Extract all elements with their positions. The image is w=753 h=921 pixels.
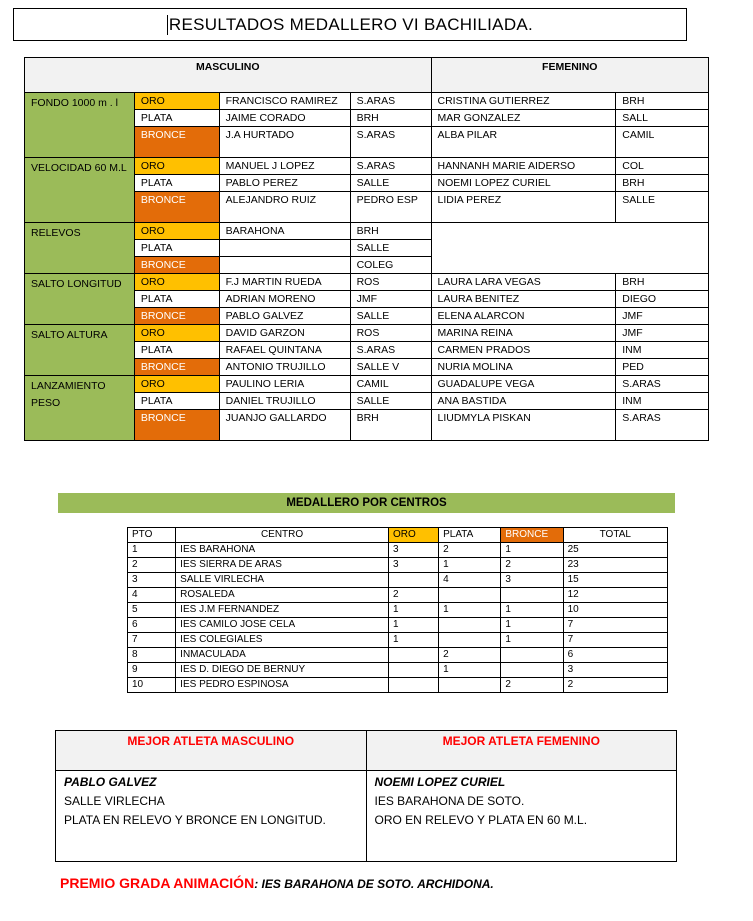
medallero-cell	[439, 588, 501, 603]
best-female-detail: ORO EN RELEVO Y PLATA EN 60 M.L.	[374, 813, 588, 827]
male-school: CAMIL	[350, 376, 431, 393]
male-athlete: ANTONIO TRUJILLO	[219, 359, 350, 376]
medallero-col-header: PTO	[128, 528, 176, 543]
male-athlete: DANIEL TRUJILLO	[219, 393, 350, 410]
male-athlete: FRANCISCO RAMIREZ	[219, 93, 350, 110]
female-school: JMF	[616, 325, 709, 342]
best-male-name: PABLO GALVEZ	[64, 775, 157, 789]
medallero-cell: 4	[439, 573, 501, 588]
medallero-header-row	[128, 528, 668, 543]
medallero-cell: IES COLEGIALES	[176, 633, 389, 648]
medallero-cell: 7	[563, 618, 667, 633]
result-row	[25, 325, 709, 342]
medallero-cell: 5	[128, 603, 176, 618]
male-school: JMF	[350, 291, 431, 308]
medallero-cell	[501, 648, 563, 663]
medal-cell: ORO	[134, 376, 219, 393]
male-school: ROS	[350, 325, 431, 342]
male-school: SALLE	[350, 240, 431, 257]
male-school: SALLE	[350, 308, 431, 325]
best-female-name: NOEMI LOPEZ CURIEL	[374, 775, 506, 789]
medallero-row	[128, 633, 668, 648]
medal-cell: PLATA	[134, 342, 219, 359]
male-athlete: PABLO GALVEZ	[219, 308, 350, 325]
medallero-cell: 12	[563, 588, 667, 603]
medal-cell: BRONCE	[134, 308, 219, 325]
male-school: BRH	[350, 110, 431, 127]
medallero-row	[128, 588, 668, 603]
male-athlete: ADRIAN MORENO	[219, 291, 350, 308]
female-athlete: GUADALUPE VEGA	[431, 376, 616, 393]
medallero-row	[128, 558, 668, 573]
masculino-header: MASCULINO	[25, 58, 432, 93]
best-female-cell	[366, 771, 677, 862]
male-athlete: RAFAEL QUINTANA	[219, 342, 350, 359]
female-athlete: ALBA PILAR	[431, 127, 616, 158]
medallero-cell: INMACULADA	[176, 648, 389, 663]
event-name: LANZAMIENTO PESO	[25, 376, 135, 441]
male-athlete	[219, 257, 350, 274]
medallero-cell: 3	[388, 543, 438, 558]
medallero-cell: 25	[563, 543, 667, 558]
medallero-cell: 3	[388, 558, 438, 573]
medallero-row	[128, 618, 668, 633]
medallero-cell: 1	[128, 543, 176, 558]
male-school: PEDRO ESP	[350, 192, 431, 223]
female-athlete: ANA BASTIDA	[431, 393, 616, 410]
medallero-row	[128, 663, 668, 678]
best-male-header: MEJOR ATLETA MASCULINO	[56, 731, 367, 771]
female-athlete: MAR GONZALEZ	[431, 110, 616, 127]
medallero-col-header: BRONCE	[501, 528, 563, 543]
medal-cell: PLATA	[134, 240, 219, 257]
male-athlete	[219, 240, 350, 257]
female-school: BRH	[616, 175, 709, 192]
medallero-cell: 23	[563, 558, 667, 573]
medallero-cell: 7	[563, 633, 667, 648]
best-male-school: SALLE VIRLECHA	[64, 794, 165, 808]
female-school: S.ARAS	[616, 376, 709, 393]
medallero-cell: 2	[501, 558, 563, 573]
medallero-row	[128, 648, 668, 663]
male-school: BRH	[350, 410, 431, 441]
male-athlete: JUANJO GALLARDO	[219, 410, 350, 441]
female-athlete: LIDIA PEREZ	[431, 192, 616, 223]
medal-cell: BRONCE	[134, 257, 219, 274]
medallero-cell: 1	[439, 603, 501, 618]
medal-cell: ORO	[134, 274, 219, 291]
medal-cell: BRONCE	[134, 359, 219, 376]
medallero-cell: 15	[563, 573, 667, 588]
medallero-col-header: ORO	[388, 528, 438, 543]
medallero-cell	[439, 678, 501, 693]
medal-cell: BRONCE	[134, 127, 219, 158]
male-athlete: BARAHONA	[219, 223, 350, 240]
medallero-cell: 7	[128, 633, 176, 648]
best-female-header: MEJOR ATLETA FEMENINO	[366, 731, 677, 771]
male-school: S.ARAS	[350, 127, 431, 158]
medallero-cell: 1	[388, 603, 438, 618]
medallero-cell: 2	[128, 558, 176, 573]
medal-cell: ORO	[134, 223, 219, 240]
medal-cell: ORO	[134, 325, 219, 342]
medal-cell: PLATA	[134, 291, 219, 308]
medallero-cell: 8	[128, 648, 176, 663]
medallero-cell: 1	[388, 633, 438, 648]
male-athlete: F.J MARTIN RUEDA	[219, 274, 350, 291]
medallero-cell	[439, 633, 501, 648]
male-athlete: J.A HURTADO	[219, 127, 350, 158]
medallero-cell: 1	[501, 543, 563, 558]
medallero-col-header: TOTAL	[563, 528, 667, 543]
medallero-cell: 1	[439, 663, 501, 678]
medallero-cell	[501, 588, 563, 603]
medallero-cell: 1	[501, 633, 563, 648]
medallero-cell	[388, 573, 438, 588]
medallero-cell	[388, 648, 438, 663]
medallero-col-header: PLATA	[439, 528, 501, 543]
female-athlete: NOEMI LOPEZ CURIEL	[431, 175, 616, 192]
female-empty	[431, 223, 708, 274]
male-athlete: MANUEL J LOPEZ	[219, 158, 350, 175]
male-school: BRH	[350, 223, 431, 240]
medallero-title: MEDALLERO POR CENTROS	[58, 493, 675, 513]
medallero-cell: 2	[388, 588, 438, 603]
medallero-cell: IES J.M FERNANDEZ	[176, 603, 389, 618]
medallero-col-header: CENTRO	[176, 528, 389, 543]
female-athlete: LIUDMYLA PISKAN	[431, 410, 616, 441]
result-row	[25, 158, 709, 175]
female-athlete: MARINA REINA	[431, 325, 616, 342]
medallero-cell: IES D. DIEGO DE BERNUY	[176, 663, 389, 678]
medallero-cell	[501, 663, 563, 678]
best-male-detail: PLATA EN RELEVO Y BRONCE EN LONGITUD.	[64, 813, 326, 827]
male-athlete: JAIME CORADO	[219, 110, 350, 127]
medallero-cell: 1	[501, 618, 563, 633]
prize-label: PREMIO GRADA ANIMACIÓN	[60, 875, 255, 891]
medallero-cell: 3	[501, 573, 563, 588]
result-row	[25, 376, 709, 393]
medallero-row	[128, 603, 668, 618]
medallero-cell: 2	[439, 648, 501, 663]
medallero-row	[128, 543, 668, 558]
female-athlete: LAURA BENITEZ	[431, 291, 616, 308]
male-school: SALLE	[350, 175, 431, 192]
medallero-cell: 6	[563, 648, 667, 663]
female-school: BRH	[616, 274, 709, 291]
medallero-cell: 3	[563, 663, 667, 678]
medal-cell: ORO	[134, 93, 219, 110]
female-athlete: CRISTINA GUTIERREZ	[431, 93, 616, 110]
male-school: SALLE	[350, 393, 431, 410]
page-title: RESULTADOS MEDALLERO VI BACHILIADA.	[13, 8, 687, 41]
medallero-table	[127, 527, 668, 693]
results-table	[24, 57, 709, 441]
medallero-cell: IES PEDRO ESPINOSA	[176, 678, 389, 693]
female-athlete: NURIA MOLINA	[431, 359, 616, 376]
event-name: RELEVOS	[25, 223, 135, 274]
medallero-row	[128, 678, 668, 693]
medallero-cell: 10	[128, 678, 176, 693]
female-school: SALL	[616, 110, 709, 127]
medallero-cell: 4	[128, 588, 176, 603]
medallero-cell: IES BARAHONA	[176, 543, 389, 558]
female-school: S.ARAS	[616, 410, 709, 441]
male-athlete: DAVID GARZON	[219, 325, 350, 342]
femenino-header: FEMENINO	[431, 58, 708, 93]
female-school: DIEGO	[616, 291, 709, 308]
female-athlete: ELENA ALARCON	[431, 308, 616, 325]
prize-line	[60, 875, 494, 891]
medallero-cell: IES CAMILO JOSE CELA	[176, 618, 389, 633]
medallero-cell	[439, 618, 501, 633]
female-school: CAMIL	[616, 127, 709, 158]
female-school: COL	[616, 158, 709, 175]
event-name: SALTO ALTURA	[25, 325, 135, 376]
medallero-cell: 1	[439, 558, 501, 573]
female-athlete: CARMEN PRADOS	[431, 342, 616, 359]
medallero-cell: 2	[563, 678, 667, 693]
medal-cell: PLATA	[134, 110, 219, 127]
result-row	[25, 223, 709, 240]
female-school: JMF	[616, 308, 709, 325]
best-athletes-table	[55, 730, 677, 862]
medal-cell: BRONCE	[134, 192, 219, 223]
female-athlete: HANNANH MARIE AIDERSO	[431, 158, 616, 175]
male-athlete: PAULINO LERIA	[219, 376, 350, 393]
medallero-cell: 1	[501, 603, 563, 618]
best-female-school: IES BARAHONA DE SOTO.	[374, 794, 525, 808]
event-name: SALTO LONGITUD	[25, 274, 135, 325]
medallero-cell: SALLE VIRLECHA	[176, 573, 389, 588]
result-row	[25, 93, 709, 110]
medal-cell: ORO	[134, 158, 219, 175]
medallero-cell: IES SIERRA DE ARAS	[176, 558, 389, 573]
female-school: INM	[616, 393, 709, 410]
female-school: PED	[616, 359, 709, 376]
male-school: COLEG	[350, 257, 431, 274]
result-row	[25, 274, 709, 291]
medallero-cell: 2	[501, 678, 563, 693]
medallero-cell: 10	[563, 603, 667, 618]
male-school: S.ARAS	[350, 342, 431, 359]
female-school: BRH	[616, 93, 709, 110]
male-school: SALLE V	[350, 359, 431, 376]
male-athlete: ALEJANDRO RUIZ	[219, 192, 350, 223]
medallero-cell: 3	[128, 573, 176, 588]
medallero-cell	[388, 678, 438, 693]
medallero-cell: 9	[128, 663, 176, 678]
female-school: INM	[616, 342, 709, 359]
event-name: FONDO 1000 m . l	[25, 93, 135, 158]
male-school: S.ARAS	[350, 93, 431, 110]
medallero-cell: ROSALEDA	[176, 588, 389, 603]
female-athlete: LAURA LARA VEGAS	[431, 274, 616, 291]
medallero-cell: 6	[128, 618, 176, 633]
medallero-row	[128, 573, 668, 588]
medallero-cell: 1	[388, 618, 438, 633]
male-school: ROS	[350, 274, 431, 291]
event-name: VELOCIDAD 60 M.L	[25, 158, 135, 223]
male-athlete: PABLO PEREZ	[219, 175, 350, 192]
best-male-cell	[56, 771, 367, 862]
medal-cell: PLATA	[134, 393, 219, 410]
prize-value: : IES BARAHONA DE SOTO. ARCHIDONA.	[254, 877, 494, 891]
male-school: S.ARAS	[350, 158, 431, 175]
medal-cell: PLATA	[134, 175, 219, 192]
medal-cell: BRONCE	[134, 410, 219, 441]
medallero-cell: 2	[439, 543, 501, 558]
female-school: SALLE	[616, 192, 709, 223]
medallero-cell	[388, 663, 438, 678]
text-cursor	[167, 15, 168, 35]
